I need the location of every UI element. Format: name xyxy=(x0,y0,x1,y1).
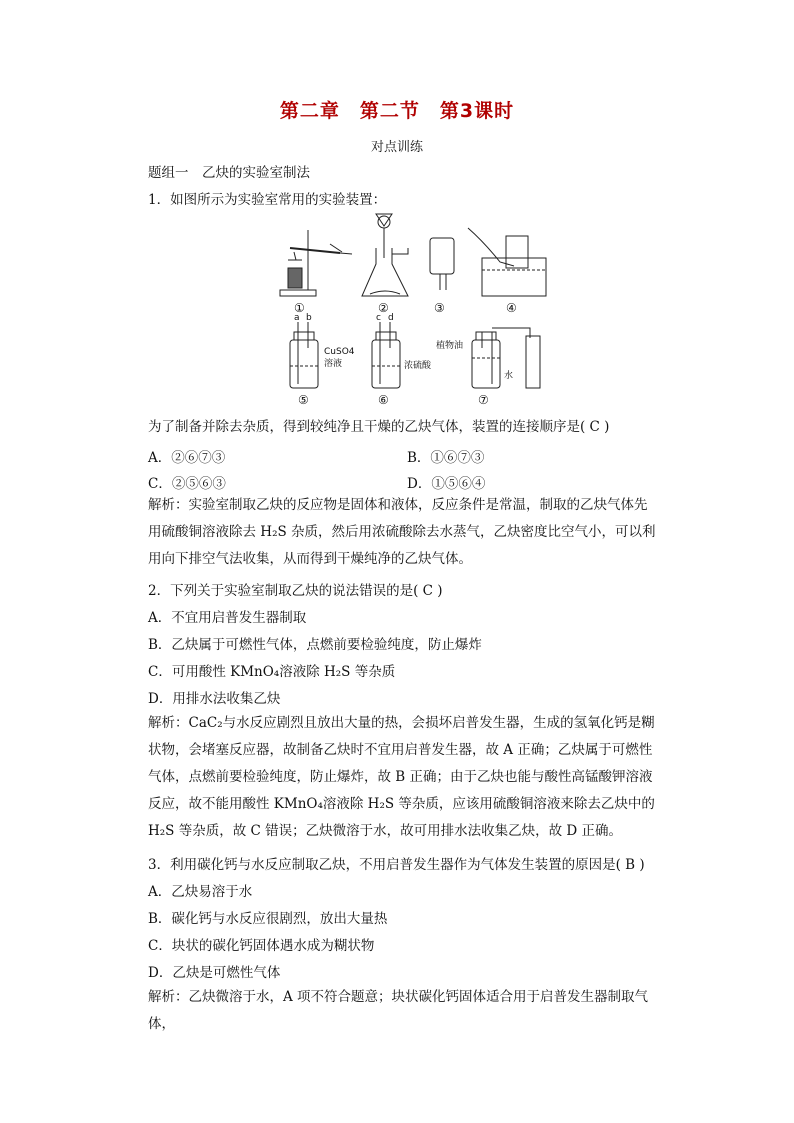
port-d: d xyxy=(388,313,394,323)
group-heading: 题组一 乙炔的实验室制法 xyxy=(148,165,310,181)
q1-option-c: C．②⑤⑥③ xyxy=(148,476,226,492)
water-label: 水 xyxy=(504,371,514,381)
q2-option-a: A．不宜用启普发生器制取 xyxy=(148,610,307,626)
q3-option-b: B．碳化钙与水反应很剧烈，放出大量热 xyxy=(148,911,388,927)
apparatus-1 xyxy=(280,230,352,296)
q2-stem: 2．下列关于实验室制取乙炔的说法错误的是( C ) xyxy=(148,583,443,599)
q2-option-c: C．可用酸性 KMnO₄溶液除 H₂S 等杂质 xyxy=(148,664,396,680)
cuso4-label: CuSO4 xyxy=(324,347,355,357)
label-5: ⑤ xyxy=(298,393,309,407)
q1-option-b: B．①⑥⑦③ xyxy=(407,450,485,466)
q1-explanation: 解析：实验室制取乙炔的反应物是固体和液体，反应条件是常温，制取的乙炔气体先用硫酸铜溶液除去 H₂S 杂质，然后用浓硫酸除去水蒸气，乙炔密度比空气小，可以利用向下排空气法收集，从而得到干燥纯净的乙炔气体。 xyxy=(148,497,656,567)
apparatus-4 xyxy=(468,228,546,296)
apparatus-figure xyxy=(270,208,560,408)
label-7: ⑦ xyxy=(478,393,489,407)
port-a: a xyxy=(294,313,300,323)
label-6: ⑥ xyxy=(378,393,389,407)
q2-option-d: D．用排水法收集乙炔 xyxy=(148,691,281,707)
q3-option-d: D．乙炔是可燃性气体 xyxy=(148,965,281,981)
label-1: ① xyxy=(294,301,305,315)
q2-option-b: B．乙炔属于可燃性气体，点燃前要检验纯度，防止爆炸 xyxy=(148,637,482,653)
page-subtitle: 对点训练 xyxy=(370,140,423,155)
q1-option-d: D．①⑤⑥④ xyxy=(407,476,486,492)
q3-stem: 3．利用碳化钙与水反应制取乙炔，不用启普发生器作为气体发生装置的原因是( B ) xyxy=(148,857,645,873)
label-2: ② xyxy=(378,301,389,315)
cuso4-solution-label: 溶液 xyxy=(324,359,343,369)
label-4: ④ xyxy=(506,301,517,315)
q3-option-c: C．块状的碳化钙固体遇水成为糊状物 xyxy=(148,938,375,954)
port-b: b xyxy=(306,313,312,323)
apparatus-3 xyxy=(430,238,454,290)
port-c: c xyxy=(376,313,381,323)
oil-label: 植物油 xyxy=(436,341,464,351)
q1-option-a: A．②⑥⑦③ xyxy=(148,450,226,466)
apparatus-2 xyxy=(362,214,408,296)
q2-explanation: 解析：CaC₂与水反应剧烈且放出大量的热，会损坏启普发生器，生成的氢氧化钙是糊状物，会堵塞反应器，故制备乙炔时不宜用启普发生器，故 A 正确；乙炔属于可燃性气体，点燃前要检验纯度，防止爆炸，故 B 正确；由于乙炔也能与酸性高锰酸钾溶液反应，故不能用酸性 KMnO₄溶液除 H₂S 等杂质，应该用硫酸铜溶液来除去乙炔中的 H₂S 等杂质，故 C 错误；乙炔微溶于水，故可用排水法收集乙炔，故 D 正确。 xyxy=(148,715,655,839)
apparatus-5 xyxy=(290,322,318,388)
q3-option-a: A．乙炔易溶于水 xyxy=(148,884,253,900)
apparatus-6 xyxy=(372,322,400,388)
label-3: ③ xyxy=(434,301,445,315)
page-title: 第二章 第二节 第3课时 xyxy=(279,100,515,122)
acid-label: 浓硫酸 xyxy=(404,361,432,371)
q1-stem: 1．如图所示为实验室常用的实验装置： xyxy=(148,192,387,208)
q3-explanation: 解析：乙炔微溶于水，A 项不符合题意；块状碳化钙固体适合用于启普发生器制取气体， xyxy=(148,989,649,1032)
q1-question: 为了制备并除去杂质，得到较纯净且干燥的乙炔气体，装置的连接顺序是( C ) xyxy=(148,419,610,435)
